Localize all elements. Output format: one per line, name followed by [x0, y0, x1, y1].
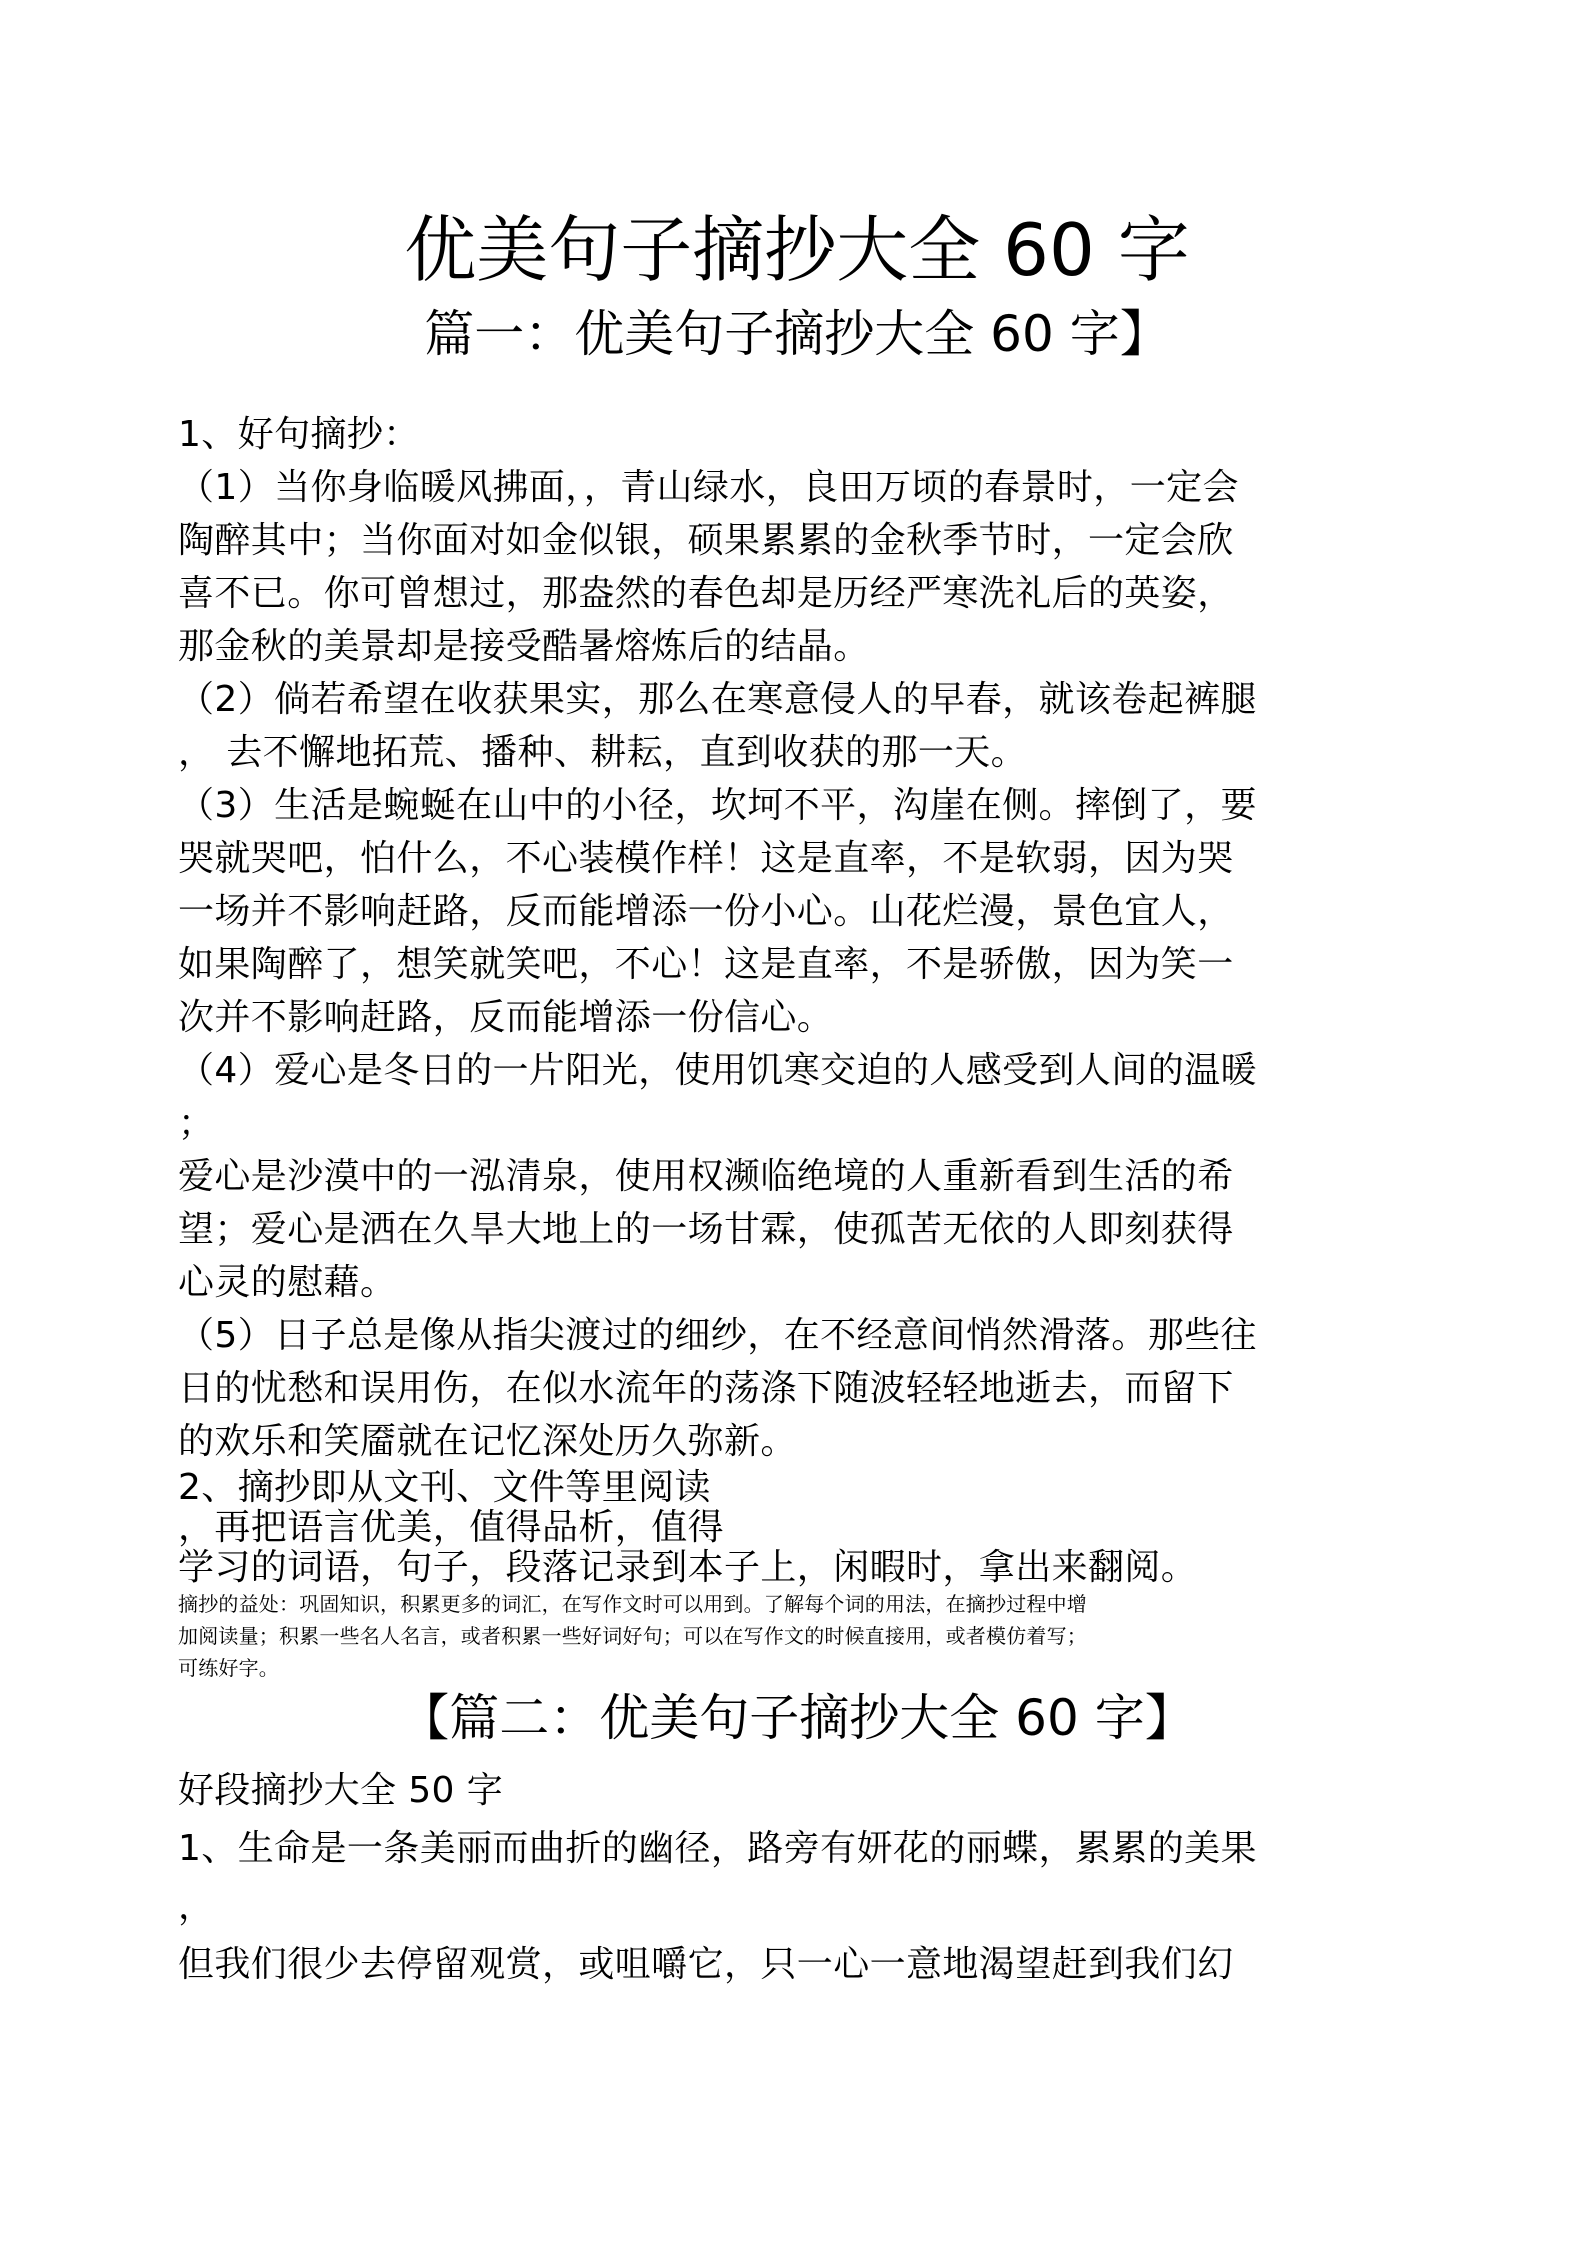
text-line: 如果陶醉了，想笑就笑吧，不心！这是直率，不是骄傲，因为笑一: [178, 944, 1234, 985]
text-line: 心灵的慰藉。: [178, 1262, 397, 1303]
text-line: ，再把语言优美，值得品析，值得: [178, 1507, 725, 1548]
text-line: 望；爱心是洒在久旱大地上的一场甘霖，使孤苦无依的人即刻获得: [178, 1209, 1234, 1250]
text-line: 次并不影响赶路，反而能增添一份信心。: [178, 997, 834, 1038]
page-title: 优美句子摘抄大全 60 字: [404, 208, 1190, 292]
text-line: ；: [178, 1103, 215, 1144]
note-line: 加阅读量；积累一些名人名言，或者积累一些好词好句；可以在写作文的时候直接用，或者模仿着写；: [178, 1624, 1087, 1648]
text-line: （1）当你身临暖风拂面，，青山绿水，良田万顷的春景时，一定会: [178, 467, 1239, 508]
section-one-heading: 篇一：优美句子摘抄大全 60 字】: [424, 305, 1170, 363]
text-line: （3）生活是蜿蜒在山中的小径，坎坷不平，沟崖在侧。摔倒了，要: [178, 785, 1257, 826]
text-line: （4）爱心是冬日的一片阳光，使用饥寒交迫的人感受到人间的温暖: [178, 1050, 1257, 1091]
section-two-body: [178, 1762, 1438, 1994]
text-line: 爱心是沙漠中的一泓清泉，使用权濒临绝境的人重新看到生活的希: [178, 1156, 1234, 1197]
section-two-heading: 【篇二：优美句子摘抄大全 60 字】: [399, 1689, 1195, 1747]
text-line: （2）倘若希望在收获果实，那么在寒意侵人的早春，就该卷起裤腿: [178, 679, 1257, 720]
text-line: ， 去不懈地拓荒、播种、耕耘，直到收获的那一天。: [178, 732, 1028, 773]
text-line: 1、生命是一条美丽而曲折的幽径，路旁有妍花的丽蝶，累累的美果: [178, 1828, 1257, 1869]
text-line: 日的忧愁和误用伤，在似水流年的荡涤下随波轻轻地逝去，而留下: [178, 1368, 1234, 1409]
text-line: 一场并不影响赶路，反而能增添一份小心。山花烂漫，景色宜人，: [178, 891, 1234, 932]
text-line: 1、好句摘抄：: [178, 414, 420, 455]
text-line: 好段摘抄大全 50 字: [178, 1770, 504, 1811]
note-line: 可练好字。: [178, 1656, 279, 1680]
text-line: （5）日子总是像从指尖渡过的细纱，在不经意间悄然滑落。那些往: [178, 1315, 1257, 1356]
text-line: ，: [178, 1886, 215, 1927]
text-line: 那金秋的美景却是接受酷暑熔炼后的结晶。: [178, 626, 870, 667]
text-line: 学习的词语，句子，段落记录到本子上，闲暇时，拿出来翻阅。: [178, 1547, 1198, 1588]
text-line: 陶醉其中；当你面对如金似银，硕果累累的金秋季节时，一定会欣: [178, 520, 1234, 561]
text-line: 哭就哭吧，怕什么，不心装模作样！这是直率，不是软弱，因为哭: [178, 838, 1234, 879]
text-line: 但我们很少去停留观赏，或咀嚼它，只一心一意地渴望赶到我们幻: [178, 1944, 1234, 1985]
text-line: 2、摘抄即从文刊、文件等里阅读: [178, 1467, 711, 1508]
note-line: 摘抄的益处：巩固知识，积累更多的词汇，在写作文时可以用到。了解每个词的用法，在摘抄过程中增: [178, 1592, 1087, 1616]
text-line: 的欢乐和笑靥就在记忆深处历久弥新。: [178, 1421, 797, 1462]
text-line: 喜不已。你可曾想过，那盎然的春色却是历经严寒洗礼后的英姿，: [178, 573, 1234, 614]
section-one-body: [178, 408, 1438, 1684]
